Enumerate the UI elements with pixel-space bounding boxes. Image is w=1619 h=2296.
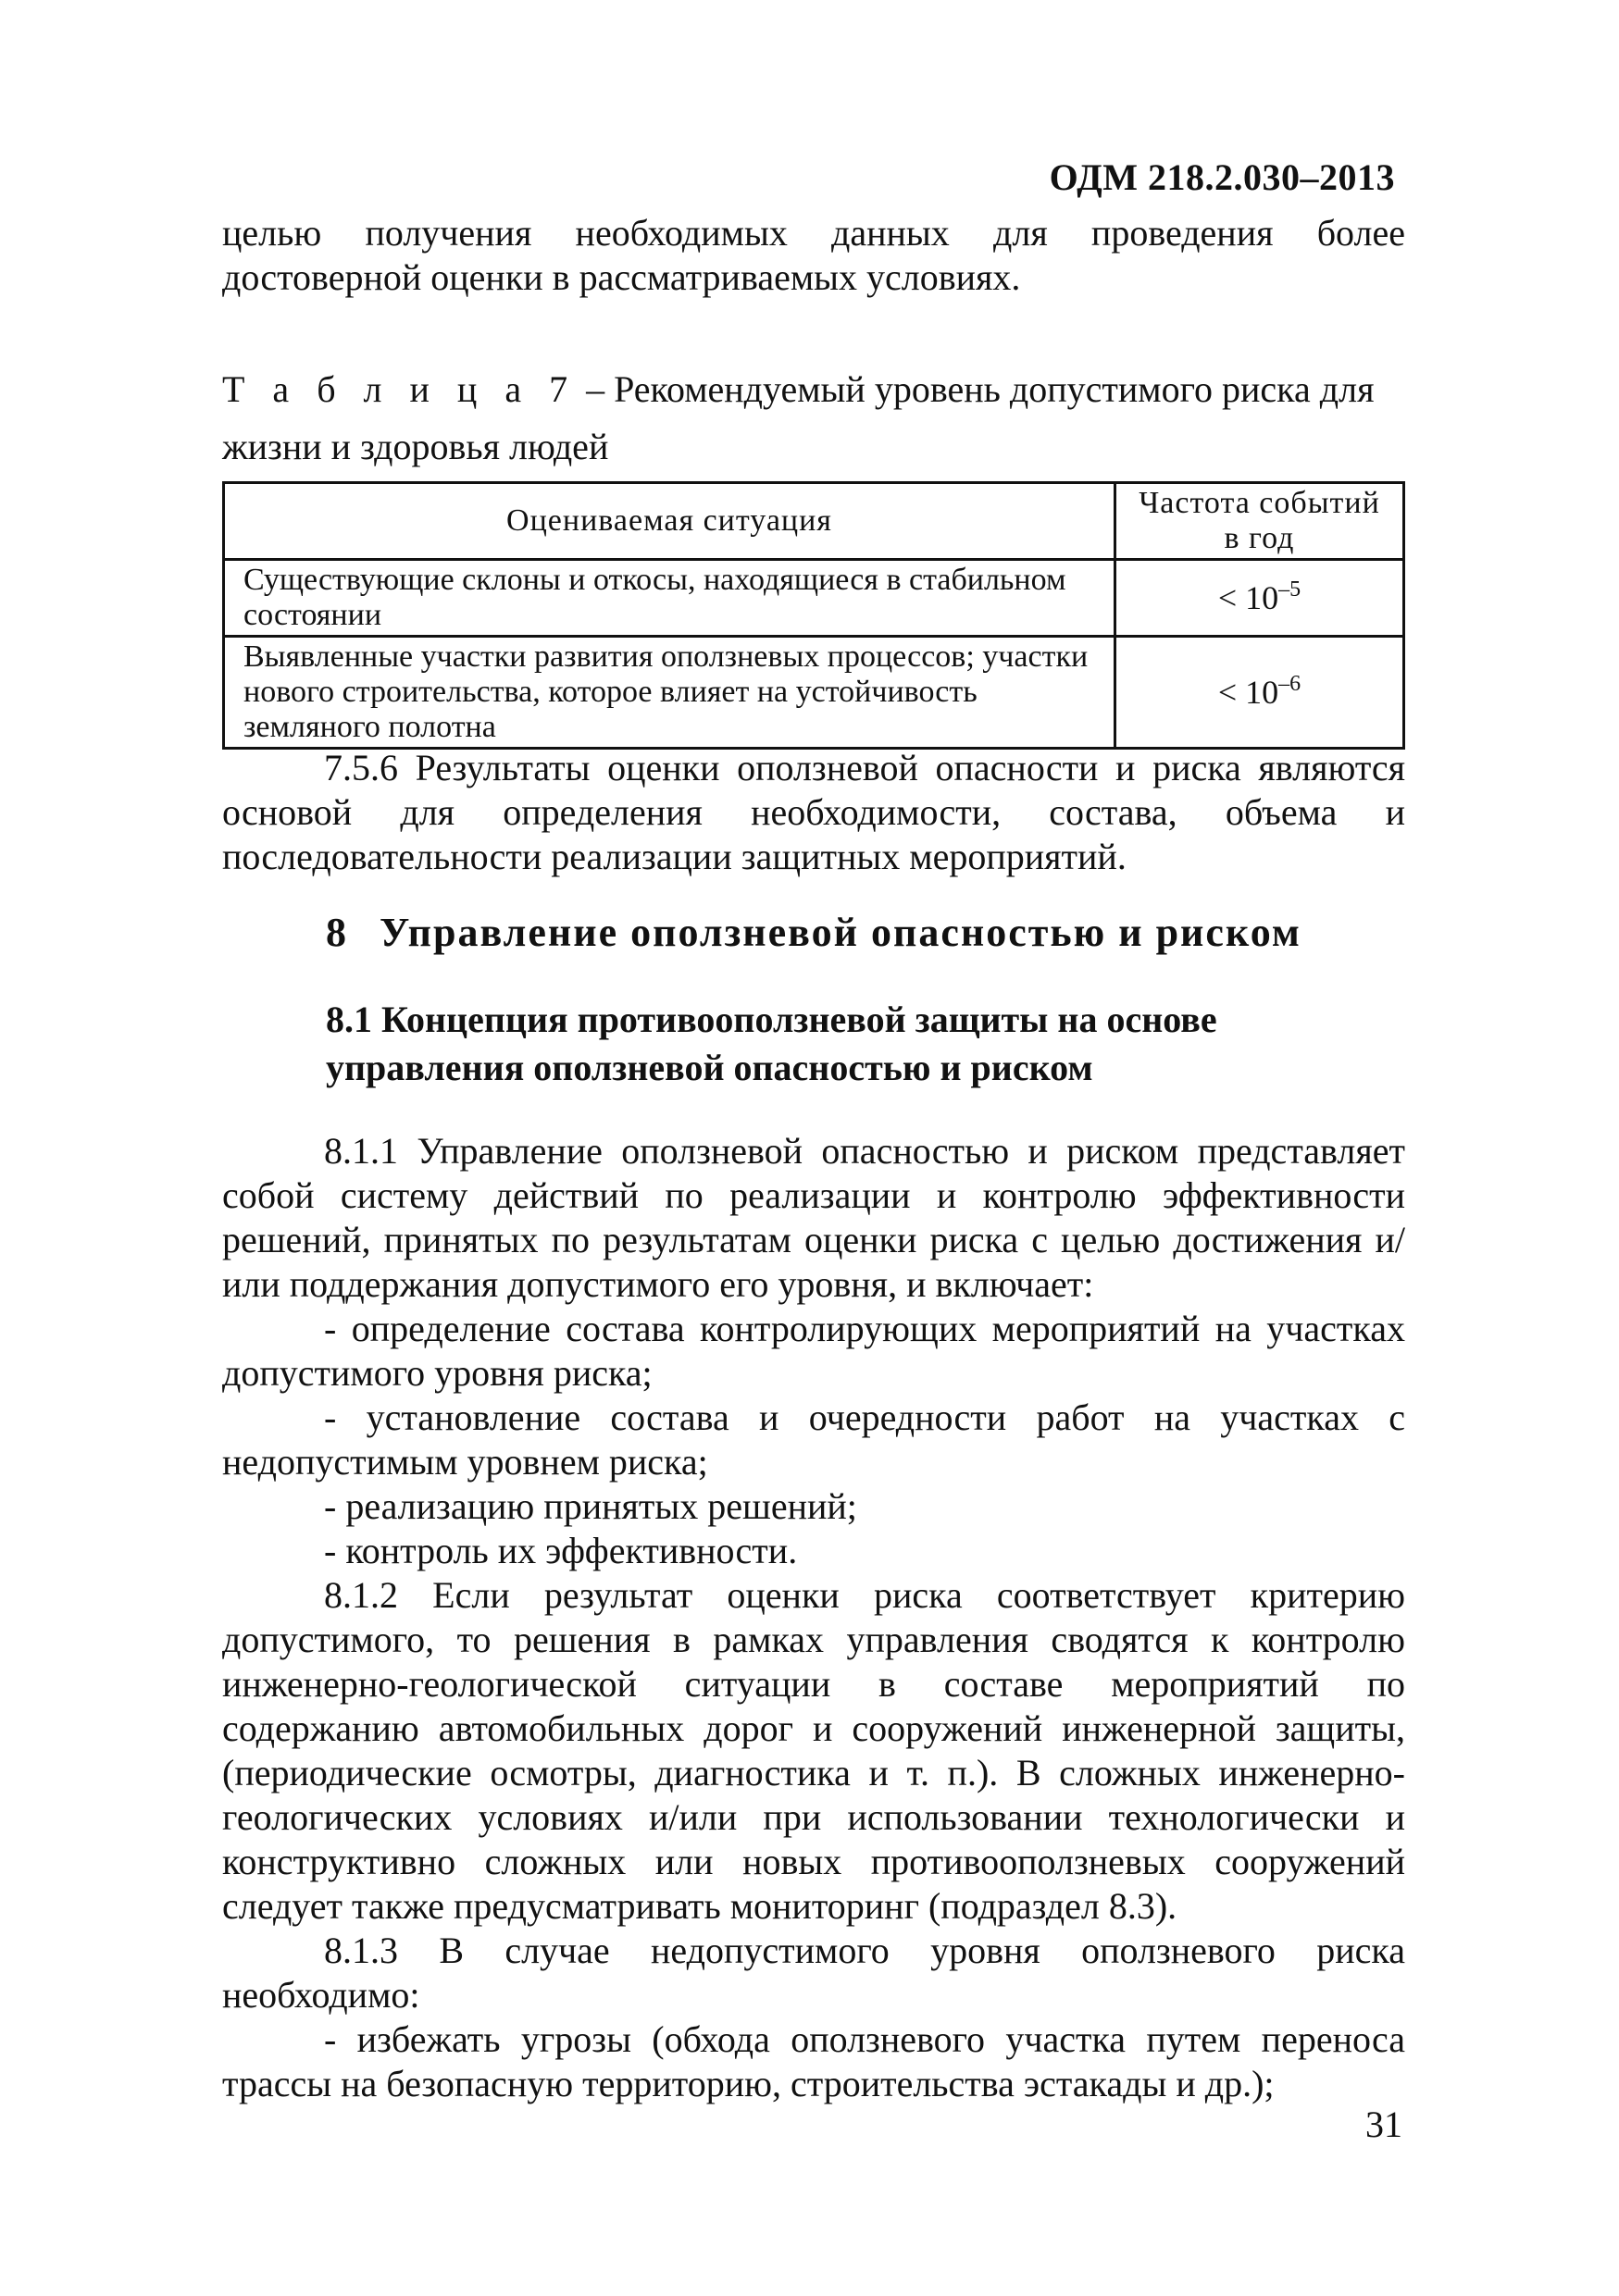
situation-cell: Выявленные участки развития оползневых процессов; участки нового строительства, которое влияет на устойчивость земляного полотна (224, 637, 1115, 749)
frequency-value: < 10 (1217, 579, 1279, 616)
subsection-8-1-heading: 8.1 Концепция противооползневой защиты на основе управления оползневой опасностью и риском (326, 999, 1217, 1088)
list-item: - избежать угрозы (обхода оползневого участка путем переноса трассы на безопасную территорию, строительства эстакады и др.); (222, 2018, 1405, 2104)
list-item: - контроль их эффективности. (324, 1530, 798, 1571)
frequency-cell (1115, 560, 1404, 637)
list-item: - реализацию принятых решений; (324, 1485, 857, 1527)
column-header-frequency: Частота событий в год (1115, 483, 1404, 560)
list-item: - установление состава и очередности работ на участках с недопустимым уровнем риска; (222, 1396, 1405, 1483)
intro-paragraph: целью получения необходимых данных для проведения более достоверной оценки в рассматриваемых условиях. (222, 212, 1405, 298)
paragraph-8-1-1-intro: 8.1.1 Управление оползневой опасностью и риском представляет собой систему действий по реализации и контролю эффективности решений, принятых по результатам оценки риска с целью достижения и/или поддержания допустимого его уровня, и включает: (222, 1130, 1405, 1305)
frequency-exponent: –6 (1278, 672, 1301, 696)
risk-table (222, 481, 1405, 750)
table-row (224, 637, 1404, 749)
paragraph-8-1-2: 8.1.2 Если результат оценки риска соответствует критерию допустимого, то решения в рамках управления сводятся к контролю инженерно-геологической ситуации в составе мероприятий по содержанию автомобильных дорог и сооружений инженерной защиты, (периодические осмотры, диагностика и т. п.). В сложных инженерно-геологических условиях и/или при использовании технологически и конструктивно сложных или новых противооползневых сооружений следует также предусматривать мониторинг (подраздел 8.3). (222, 1574, 1405, 1927)
paragraph-8-1-1 (222, 1129, 1405, 2106)
section-8-number: 8 (326, 910, 348, 955)
table-header-row (224, 483, 1404, 560)
document-code: ОДМ 218.2.030–2013 (1049, 156, 1395, 198)
section-8-title: Управление оползневой опасностью и риском (380, 910, 1301, 955)
page-number: 31 (1365, 2104, 1402, 2145)
list-item: - определение состава контролирующих мероприятий на участках допустимого уровня риска; (222, 1308, 1405, 1394)
frequency-value: < 10 (1217, 674, 1279, 711)
situation-cell: Существующие склоны и откосы, находящиеся в стабильном состоянии (224, 560, 1115, 637)
section-8-heading (326, 909, 1301, 956)
paragraph-7-5-6: 7.5.6 Результаты оценки оползневой опасности и риска являются основой для определения необходимости, состава, объема и последовательности реализации защитных мероприятий. (222, 747, 1405, 877)
frequency-exponent: –5 (1278, 577, 1301, 602)
table-caption-text: – Рекомендуемый уровень допустимого риска для жизни и здоровья людей (222, 368, 1375, 467)
table-caption (222, 361, 1405, 476)
frequency-cell (1115, 637, 1404, 749)
column-header-situation: Оцениваемая ситуация (224, 483, 1115, 560)
table-caption-label: Т а б л и ц а 7 (222, 368, 578, 410)
paragraph-8-1-3-intro: 8.1.3 В случае недопустимого уровня оползневого риска необходимо: (222, 1930, 1405, 2016)
table-row (224, 560, 1404, 637)
